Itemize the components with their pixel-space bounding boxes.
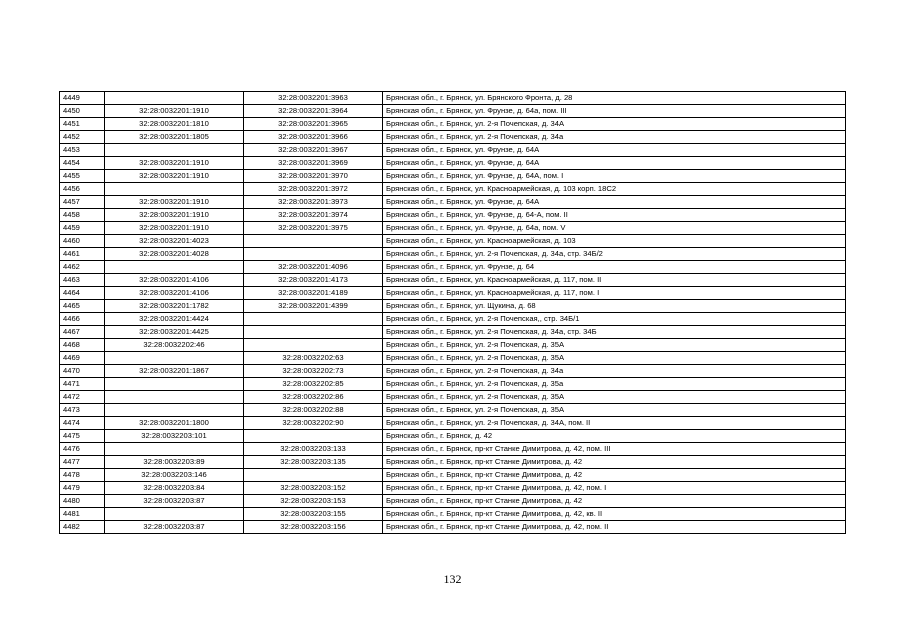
table-row bbox=[60, 417, 846, 430]
row-number-cell: 4478 bbox=[60, 469, 105, 482]
parent-cadastral-number-cell: 32:28:0032201:1910 bbox=[105, 157, 244, 170]
row-number-cell: 4453 bbox=[60, 144, 105, 157]
table-row bbox=[60, 339, 846, 352]
parent-cadastral-number-cell: 32:28:0032201:1910 bbox=[105, 222, 244, 235]
address-cell: Брянская обл., г. Брянск, ул. 2-я Почепская, д. 34А, пом. II bbox=[383, 417, 846, 430]
row-number-cell: 4462 bbox=[60, 261, 105, 274]
address-cell: Брянская обл., г. Брянск, ул. Фрунзе, д. 64-А, пом. II bbox=[383, 209, 846, 222]
address-cell: Брянская обл., г. Брянск, пр-кт Станке Димитрова, д. 42, пом. I bbox=[383, 482, 846, 495]
parent-cadastral-number-cell bbox=[105, 378, 244, 391]
address-cell: Брянская обл., г. Брянск, пр-кт Станке Димитрова, д. 42, пом. III bbox=[383, 443, 846, 456]
row-number-cell: 4449 bbox=[60, 92, 105, 105]
cadastral-number-cell: 32:28:0032201:3974 bbox=[244, 209, 383, 222]
parent-cadastral-number-cell: 32:28:0032203:101 bbox=[105, 430, 244, 443]
parent-cadastral-number-cell: 32:28:0032203:87 bbox=[105, 495, 244, 508]
address-cell: Брянская обл., г. Брянск, ул. 2-я Почепская, д. 35А bbox=[383, 339, 846, 352]
parent-cadastral-number-cell bbox=[105, 508, 244, 521]
table-row bbox=[60, 482, 846, 495]
cadastral-table bbox=[59, 91, 846, 534]
address-cell: Брянская обл., г. Брянск, ул. 2-я Почепская, д. 34а, стр. 34Б bbox=[383, 326, 846, 339]
row-number-cell: 4472 bbox=[60, 391, 105, 404]
row-number-cell: 4473 bbox=[60, 404, 105, 417]
table-row bbox=[60, 170, 846, 183]
parent-cadastral-number-cell: 32:28:0032203:84 bbox=[105, 482, 244, 495]
row-number-cell: 4482 bbox=[60, 521, 105, 534]
cadastral-number-cell: 32:28:0032203:133 bbox=[244, 443, 383, 456]
row-number-cell: 4467 bbox=[60, 326, 105, 339]
cadastral-number-cell: 32:28:0032201:4096 bbox=[244, 261, 383, 274]
parent-cadastral-number-cell: 32:28:0032201:4424 bbox=[105, 313, 244, 326]
row-number-cell: 4458 bbox=[60, 209, 105, 222]
parent-cadastral-number-cell: 32:28:0032201:1810 bbox=[105, 118, 244, 131]
table-body bbox=[60, 92, 846, 534]
row-number-cell: 4457 bbox=[60, 196, 105, 209]
parent-cadastral-number-cell: 32:28:0032201:1910 bbox=[105, 196, 244, 209]
cadastral-number-cell bbox=[244, 339, 383, 352]
table-row bbox=[60, 404, 846, 417]
cadastral-number-cell bbox=[244, 469, 383, 482]
cadastral-number-cell: 32:28:0032203:135 bbox=[244, 456, 383, 469]
address-cell: Брянская обл., г. Брянск, пр-кт Станке Димитрова, д. 42 bbox=[383, 456, 846, 469]
cadastral-number-cell: 32:28:0032201:3963 bbox=[244, 92, 383, 105]
parent-cadastral-number-cell: 32:28:0032203:89 bbox=[105, 456, 244, 469]
row-number-cell: 4480 bbox=[60, 495, 105, 508]
parent-cadastral-number-cell: 32:28:0032201:1910 bbox=[105, 209, 244, 222]
cadastral-number-cell: 32:28:0032201:3967 bbox=[244, 144, 383, 157]
row-number-cell: 4476 bbox=[60, 443, 105, 456]
table-row bbox=[60, 365, 846, 378]
row-number-cell: 4469 bbox=[60, 352, 105, 365]
cadastral-number-cell: 32:28:0032203:153 bbox=[244, 495, 383, 508]
row-number-cell: 4465 bbox=[60, 300, 105, 313]
address-cell: Брянская обл., г. Брянск, ул. 2-я Почепская, д. 35а bbox=[383, 378, 846, 391]
address-cell: Брянская обл., г. Брянск, ул. 2-я Почепская, д. 35А bbox=[383, 352, 846, 365]
address-cell: Брянская обл., г. Брянск, пр-кт Станке Димитрова, д. 42 bbox=[383, 495, 846, 508]
parent-cadastral-number-cell: 32:28:0032201:4106 bbox=[105, 287, 244, 300]
parent-cadastral-number-cell: 32:28:0032201:1800 bbox=[105, 417, 244, 430]
row-number-cell: 4481 bbox=[60, 508, 105, 521]
address-cell: Брянская обл., г. Брянск, ул. Фрунзе, д. 64А, пом. I bbox=[383, 170, 846, 183]
address-cell: Брянская обл., г. Брянск, ул. 2-я Почепская, д. 35А bbox=[383, 404, 846, 417]
table-row bbox=[60, 391, 846, 404]
cadastral-number-cell bbox=[244, 326, 383, 339]
cadastral-number-cell: 32:28:0032201:3973 bbox=[244, 196, 383, 209]
cadastral-number-cell: 32:28:0032202:63 bbox=[244, 352, 383, 365]
address-cell: Брянская обл., г. Брянск, ул. Щукина, д. 68 bbox=[383, 300, 846, 313]
cadastral-number-cell: 32:28:0032203:155 bbox=[244, 508, 383, 521]
address-cell: Брянская обл., г. Брянск, ул. Фрунзе, д. 64а, пом. V bbox=[383, 222, 846, 235]
address-cell: Брянская обл., г. Брянск, ул. Красноармейская, д. 103 корп. 18С2 bbox=[383, 183, 846, 196]
row-number-cell: 4470 bbox=[60, 365, 105, 378]
address-cell: Брянская обл., г. Брянск, ул. Красноармейская, д. 117, пом. I bbox=[383, 287, 846, 300]
row-number-cell: 4456 bbox=[60, 183, 105, 196]
cadastral-number-cell: 32:28:0032201:3975 bbox=[244, 222, 383, 235]
parent-cadastral-number-cell: 32:28:0032201:1867 bbox=[105, 365, 244, 378]
address-cell: Брянская обл., г. Брянск, ул. 2-я Почепская, д. 34а, стр. 34Б/2 bbox=[383, 248, 846, 261]
parent-cadastral-number-cell bbox=[105, 443, 244, 456]
address-cell: Брянская обл., г. Брянск, ул. Фрунзе, д. 64А bbox=[383, 144, 846, 157]
parent-cadastral-number-cell: 32:28:0032203:87 bbox=[105, 521, 244, 534]
table-row bbox=[60, 508, 846, 521]
row-number-cell: 4454 bbox=[60, 157, 105, 170]
parent-cadastral-number-cell: 32:28:0032201:1910 bbox=[105, 105, 244, 118]
cadastral-number-cell: 32:28:0032202:88 bbox=[244, 404, 383, 417]
table-row bbox=[60, 235, 846, 248]
row-number-cell: 4461 bbox=[60, 248, 105, 261]
parent-cadastral-number-cell bbox=[105, 391, 244, 404]
row-number-cell: 4451 bbox=[60, 118, 105, 131]
address-cell: Брянская обл., г. Брянск, ул. Красноармейская, д. 103 bbox=[383, 235, 846, 248]
parent-cadastral-number-cell bbox=[105, 92, 244, 105]
table-row bbox=[60, 105, 846, 118]
parent-cadastral-number-cell bbox=[105, 404, 244, 417]
table-row bbox=[60, 443, 846, 456]
table-row bbox=[60, 144, 846, 157]
address-cell: Брянская обл., г. Брянск, ул. 2-я Почепская, д. 34А bbox=[383, 118, 846, 131]
row-number-cell: 4468 bbox=[60, 339, 105, 352]
table-row bbox=[60, 196, 846, 209]
row-number-cell: 4475 bbox=[60, 430, 105, 443]
table-row bbox=[60, 313, 846, 326]
table-row bbox=[60, 209, 846, 222]
address-cell: Брянская обл., г. Брянск, ул. 2-я Почепская, д. 34а bbox=[383, 365, 846, 378]
parent-cadastral-number-cell: 32:28:0032201:4023 bbox=[105, 235, 244, 248]
cadastral-number-cell: 32:28:0032203:156 bbox=[244, 521, 383, 534]
row-number-cell: 4471 bbox=[60, 378, 105, 391]
address-cell: Брянская обл., г. Брянск, ул. Фрунзе, д. 64а, пом. III bbox=[383, 105, 846, 118]
table-row bbox=[60, 131, 846, 144]
parent-cadastral-number-cell bbox=[105, 183, 244, 196]
parent-cadastral-number-cell: 32:28:0032201:1910 bbox=[105, 170, 244, 183]
table-row bbox=[60, 495, 846, 508]
row-number-cell: 4464 bbox=[60, 287, 105, 300]
cadastral-number-cell: 32:28:0032201:3972 bbox=[244, 183, 383, 196]
address-cell: Брянская обл., г. Брянск, пр-кт Станке Димитрова, д. 42, пом. II bbox=[383, 521, 846, 534]
parent-cadastral-number-cell bbox=[105, 261, 244, 274]
parent-cadastral-number-cell: 32:28:0032201:4106 bbox=[105, 274, 244, 287]
address-cell: Брянская обл., г. Брянск, ул. Брянского Фронта, д. 28 bbox=[383, 92, 846, 105]
table-row bbox=[60, 521, 846, 534]
page-number: 132 bbox=[443, 572, 462, 586]
table-row bbox=[60, 300, 846, 313]
cadastral-number-cell: 32:28:0032201:3965 bbox=[244, 118, 383, 131]
cadastral-number-cell: 32:28:0032203:152 bbox=[244, 482, 383, 495]
table-row bbox=[60, 248, 846, 261]
parent-cadastral-number-cell: 32:28:0032201:4028 bbox=[105, 248, 244, 261]
table-row bbox=[60, 456, 846, 469]
address-cell: Брянская обл., г. Брянск, ул. 2-я Почепская, д. 34а bbox=[383, 131, 846, 144]
row-number-cell: 4460 bbox=[60, 235, 105, 248]
cadastral-number-cell: 32:28:0032201:3970 bbox=[244, 170, 383, 183]
cadastral-number-cell bbox=[244, 248, 383, 261]
address-cell: Брянская обл., г. Брянск, ул. Фрунзе, д. 64А bbox=[383, 196, 846, 209]
row-number-cell: 4477 bbox=[60, 456, 105, 469]
table-row bbox=[60, 352, 846, 365]
table-row bbox=[60, 222, 846, 235]
address-cell: Брянская обл., г. Брянск, д. 42 bbox=[383, 430, 846, 443]
parent-cadastral-number-cell bbox=[105, 352, 244, 365]
table-row bbox=[60, 157, 846, 170]
cadastral-number-cell: 32:28:0032201:3966 bbox=[244, 131, 383, 144]
row-number-cell: 4463 bbox=[60, 274, 105, 287]
cadastral-number-cell: 32:28:0032202:73 bbox=[244, 365, 383, 378]
cadastral-number-cell: 32:28:0032201:4399 bbox=[244, 300, 383, 313]
cadastral-number-cell: 32:28:0032202:90 bbox=[244, 417, 383, 430]
cadastral-number-cell: 32:28:0032201:3964 bbox=[244, 105, 383, 118]
parent-cadastral-number-cell bbox=[105, 144, 244, 157]
row-number-cell: 4459 bbox=[60, 222, 105, 235]
row-number-cell: 4455 bbox=[60, 170, 105, 183]
table-row bbox=[60, 430, 846, 443]
address-cell: Брянская обл., г. Брянск, ул. 2-я Почепская,, стр. 34Б/1 bbox=[383, 313, 846, 326]
row-number-cell: 4466 bbox=[60, 313, 105, 326]
address-cell: Брянская обл., г. Брянск, пр-кт Станке Димитрова, д. 42 bbox=[383, 469, 846, 482]
cadastral-number-cell: 32:28:0032202:85 bbox=[244, 378, 383, 391]
address-cell: Брянская обл., г. Брянск, ул. Фрунзе, д. 64 bbox=[383, 261, 846, 274]
cadastral-number-cell bbox=[244, 430, 383, 443]
table-row bbox=[60, 287, 846, 300]
parent-cadastral-number-cell: 32:28:0032201:1805 bbox=[105, 131, 244, 144]
parent-cadastral-number-cell: 32:28:0032202:46 bbox=[105, 339, 244, 352]
address-cell: Брянская обл., г. Брянск, ул. 2-я Почепская, д. 35А bbox=[383, 391, 846, 404]
parent-cadastral-number-cell: 32:28:0032203:146 bbox=[105, 469, 244, 482]
row-number-cell: 4474 bbox=[60, 417, 105, 430]
address-cell: Брянская обл., г. Брянск, ул. Красноармейская, д. 117, пом. II bbox=[383, 274, 846, 287]
table-row bbox=[60, 274, 846, 287]
table-row bbox=[60, 183, 846, 196]
table-row bbox=[60, 326, 846, 339]
table-row bbox=[60, 378, 846, 391]
address-cell: Брянская обл., г. Брянск, пр-кт Станке Димитрова, д. 42, кв. II bbox=[383, 508, 846, 521]
row-number-cell: 4450 bbox=[60, 105, 105, 118]
cadastral-number-cell: 32:28:0032201:4189 bbox=[244, 287, 383, 300]
cadastral-number-cell: 32:28:0032202:86 bbox=[244, 391, 383, 404]
cadastral-number-cell: 32:28:0032201:3969 bbox=[244, 157, 383, 170]
cadastral-number-cell bbox=[244, 235, 383, 248]
row-number-cell: 4452 bbox=[60, 131, 105, 144]
row-number-cell: 4479 bbox=[60, 482, 105, 495]
table-row bbox=[60, 261, 846, 274]
table-row bbox=[60, 118, 846, 131]
table-row bbox=[60, 469, 846, 482]
address-cell: Брянская обл., г. Брянск, ул. Фрунзе, д. 64А bbox=[383, 157, 846, 170]
cadastral-number-cell: 32:28:0032201:4173 bbox=[244, 274, 383, 287]
parent-cadastral-number-cell: 32:28:0032201:1782 bbox=[105, 300, 244, 313]
parent-cadastral-number-cell: 32:28:0032201:4425 bbox=[105, 326, 244, 339]
cadastral-number-cell bbox=[244, 313, 383, 326]
table-row bbox=[60, 92, 846, 105]
